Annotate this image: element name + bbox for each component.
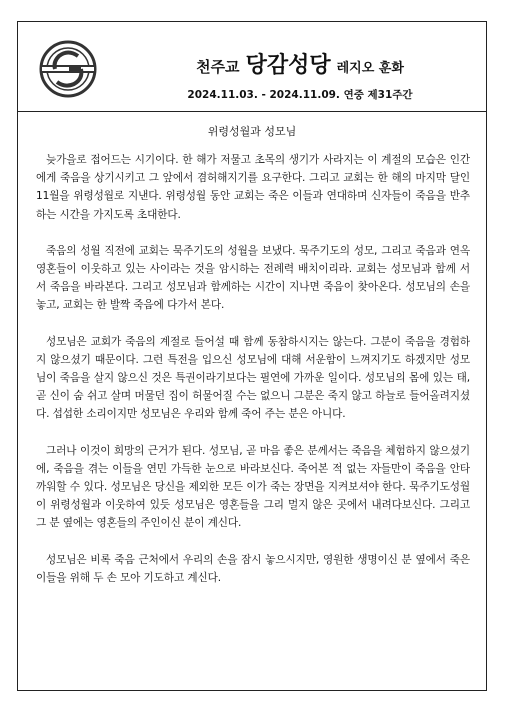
paragraph-3: 성모님은 교회가 죽음의 계절로 들어설 때 함께 동참하시지는 않는다. 그분이 죽음을 경험하지 않으셨기 때문이다. 그런 특전을 입으신 성모님에 대해 서운함이 느껴지기도 하겠지만 성모님이 죽음을 살지 않으신 것은 특권이라기보다는 필연에 가까운 일이다. 성모님의 몸에 있는 태, 곧 신이 숨 쉬고 살며 머물던 집이 허물어질 수는 없으니 그분은 죽지 않고 하늘로 들어올려지셨다. 섭섭한 소리이지만 성모님은 우리와 함께 죽어 주는 분은 아니다. bbox=[36, 335, 470, 421]
parish-emblem-icon bbox=[38, 39, 98, 99]
parish-name: 당감성당 bbox=[245, 53, 331, 78]
paragraph-4: 그러나 이것이 희망의 근거가 된다. 성모님, 곧 마음 좋은 분께서는 죽음을 체험하지 않으셨기에, 죽음을 겪는 이들을 연민 가득한 눈으로 바라보신다. 죽어본 적 없는 자들만이 죽음을 안타까워할 수 있다. 성모님은 당신을 제외한 모든 이가 죽는 장면을 지켜보셔야 한다. 묵주기도성월이 위령성월과 이웃하여 있듯 성모님은 영혼들을 그리 멀지 않은 곳에서 내려다보신다. 그리고 그 분 옆에는 영혼들의 주인이신 분이 계신다. bbox=[36, 444, 470, 530]
title-prefix: 천주교 bbox=[196, 58, 240, 76]
paragraph-2: 죽음의 성월 직전에 교회는 묵주기도의 성월을 보냈다. 묵주기도의 성모, 그리고 죽음과 연옥 영혼들이 이웃하고 있는 사이라는 것을 암시하는 전례력 배치이리라. 교회는 성모님과 함께 서서 죽음을 바라본다. 그리고 성모님과 함께하는 시간이 지나면 죽음이 찾아온다. 성모님의 손을 놓고, 교회는 한 발짝 죽음에 다가서 본다. bbox=[36, 244, 470, 312]
article-title: 위령성월과 성모님 bbox=[207, 125, 297, 138]
paragraph-5: 성모님은 비록 죽음 근처에서 우리의 손을 잠시 놓으시지만, 영원한 생명이신 분 옆에서 죽은 이들을 위해 두 손 모아 기도하고 계신다. bbox=[36, 553, 470, 584]
paragraph-1: 늦가을로 접어드는 시기이다. 한 해가 저물고 초목의 생기가 사라지는 이 계절의 모습은 인간에게 죽음을 상기시키고 그 앞에서 겸허해지기를 요구한다. 그리고 교회는 한 해의 마지막 달인 11월을 위령성월로 지낸다. 위령성월 동안 교회는 죽은 이들과 연대하며 신자들이 죽음을 반추하는 시간을 가지도록 초대한다. bbox=[36, 154, 470, 221]
date-range: 2024.11.03. - 2024.11.09. 연중 제31주간 bbox=[187, 89, 413, 101]
article-body bbox=[36, 151, 470, 605]
document-title bbox=[130, 48, 470, 80]
title-suffix: 레지오 훈화 bbox=[336, 61, 404, 76]
